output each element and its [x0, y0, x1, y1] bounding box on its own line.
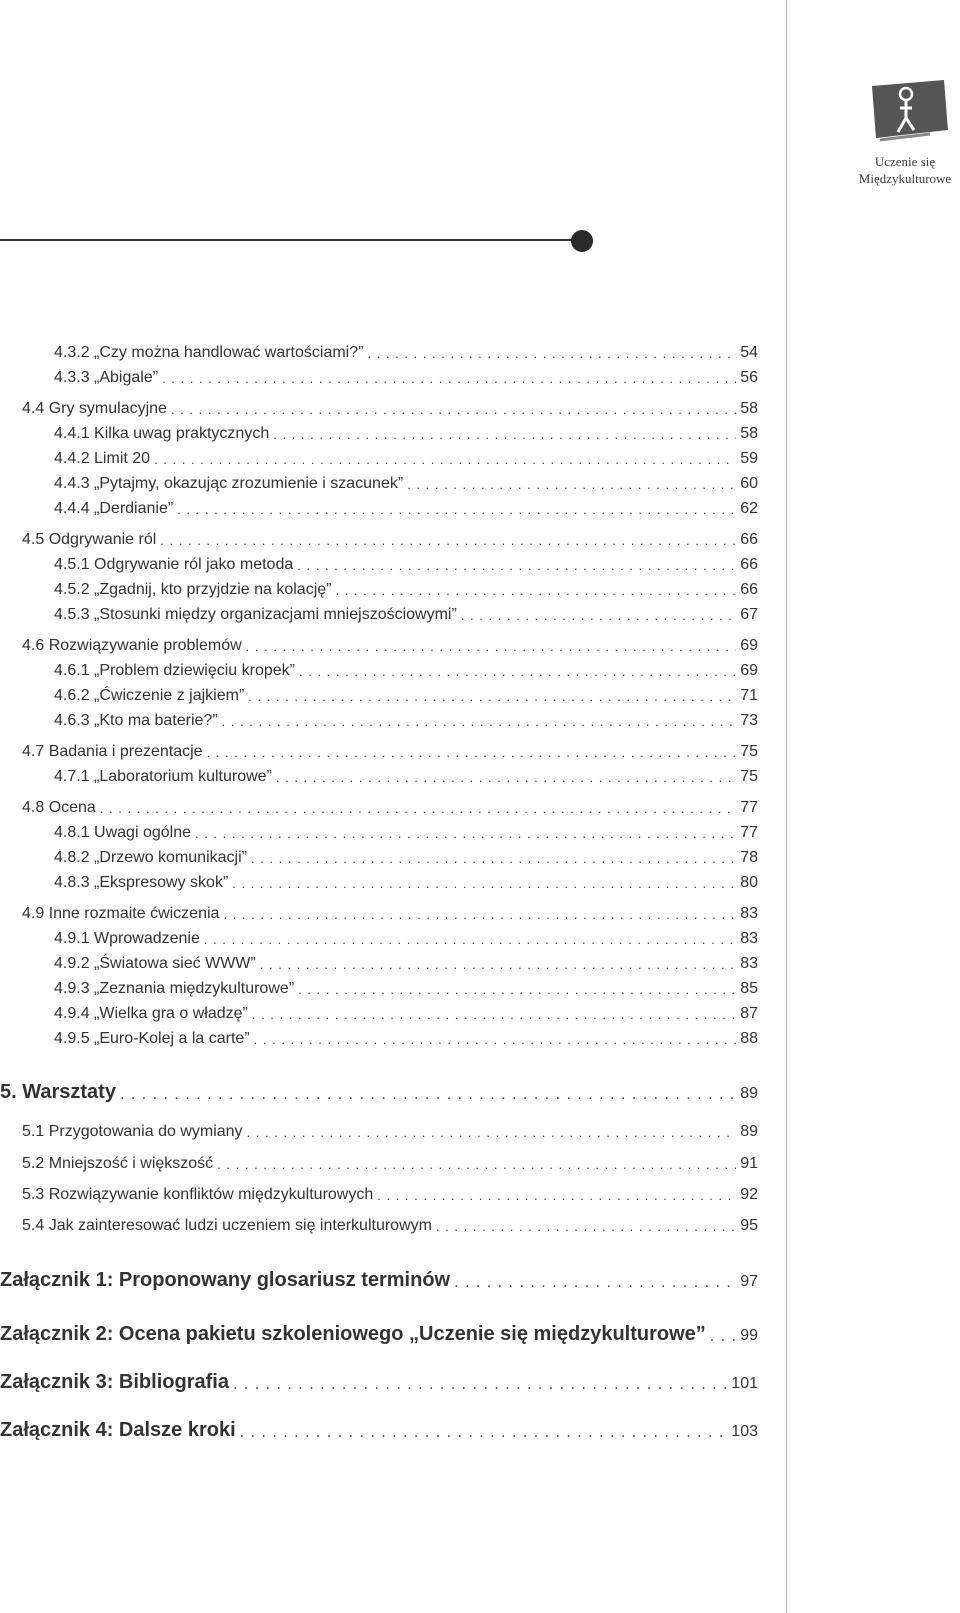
- brand-line-1: Uczenie się: [874, 154, 936, 169]
- toc-entry[interactable]: [0, 871, 758, 893]
- toc-page-number: 73: [740, 712, 758, 729]
- brand-line-2: Międzykulturowe: [858, 171, 952, 186]
- toc-leader-dots: [377, 1187, 736, 1205]
- toc-page-number: 58: [740, 425, 758, 442]
- toc-entry-title: Załącznik 1: Proponowany glosariusz terminów: [0, 1269, 451, 1291]
- toc-leader-dots: [436, 1218, 736, 1236]
- toc-page-number: 80: [740, 874, 758, 891]
- toc-page-number: 92: [740, 1186, 758, 1203]
- toc-entry-title: 5.1 Przygotowania do wymiany: [22, 1123, 243, 1140]
- toc-entry-title: 4.9 Inne rozmaite ćwiczenia: [22, 905, 220, 922]
- toc-page-number: 89: [740, 1123, 758, 1140]
- toc-leader-dots: [195, 825, 736, 843]
- toc-entry[interactable]: [0, 366, 758, 388]
- toc-leader-dots: [710, 1328, 736, 1346]
- toc-leader-dots: [461, 607, 736, 625]
- toc-page-number: 88: [740, 1030, 758, 1047]
- toc-entry-title: 4.9.5 „Euro-Kolej a la carte”: [54, 1030, 250, 1047]
- toc-page-number: 77: [740, 824, 758, 841]
- toc-page-number: 101: [731, 1375, 758, 1392]
- toc-page-number: 66: [740, 556, 758, 573]
- toc-page-number: 75: [740, 743, 758, 760]
- toc-leader-dots: [299, 663, 736, 681]
- toc-entry[interactable]: [0, 1027, 758, 1049]
- toc-entry[interactable]: [0, 1183, 758, 1205]
- toc-page-number: 99: [740, 1327, 758, 1344]
- toc-page-number: 87: [740, 1005, 758, 1022]
- toc-entry[interactable]: [0, 447, 758, 469]
- toc-leader-dots: [273, 426, 736, 444]
- toc-entry-title: 4.4.2 Limit 20: [54, 450, 151, 467]
- logo-icon: [870, 78, 950, 144]
- toc-page-number: 54: [740, 344, 758, 361]
- toc-page-number: 66: [740, 531, 758, 548]
- toc-entry-title: 4.4.4 „Derdianie”: [54, 500, 174, 517]
- toc-entry[interactable]: [0, 1366, 758, 1394]
- toc-entry[interactable]: [0, 553, 758, 575]
- toc-entry[interactable]: [0, 659, 758, 681]
- toc-page-number: 91: [740, 1155, 758, 1172]
- toc-leader-dots: [120, 1086, 736, 1104]
- toc-page-number: 77: [740, 799, 758, 816]
- toc-entry-title: 4.5.1 Odgrywanie ról jako metoda: [54, 556, 294, 573]
- page-margin-line: [786, 0, 787, 1613]
- toc-entry[interactable]: [0, 1076, 758, 1104]
- toc-entry-title: 4.5.3 „Stosunki między organizacjami mniejszościowymi”: [54, 606, 457, 623]
- toc-page-number: 97: [740, 1273, 758, 1290]
- toc-entry-title: Załącznik 3: Bibliografia: [0, 1371, 229, 1393]
- toc-leader-dots: [177, 501, 736, 519]
- toc-page-number: 75: [740, 768, 758, 785]
- toc-entry[interactable]: [0, 341, 758, 363]
- toc-entry[interactable]: [0, 1152, 758, 1174]
- toc-entry[interactable]: [0, 528, 758, 550]
- toc-entry-title: 4.9.2 „Światowa sieć WWW”: [54, 955, 256, 972]
- header-rule: [0, 239, 580, 241]
- toc-page-number: 69: [740, 662, 758, 679]
- toc-entry[interactable]: [0, 472, 758, 494]
- toc-leader-dots: [162, 370, 736, 388]
- toc-entry-title: 4.8 Ocena: [22, 799, 96, 816]
- toc-entry[interactable]: [0, 846, 758, 868]
- toc-page-number: 83: [740, 955, 758, 972]
- toc-entry-title: 4.5.2 „Zgadnij, kto przyjdzie na kolację”: [54, 581, 332, 598]
- toc-leader-dots: [247, 1124, 737, 1142]
- toc-leader-dots: [260, 956, 736, 974]
- toc-page-number: 59: [740, 450, 758, 467]
- toc-entry[interactable]: [0, 765, 758, 787]
- toc-entry-title: 4.3.2 „Czy można handlować wartościami?”: [54, 344, 364, 361]
- toc-leader-dots: [248, 688, 736, 706]
- toc-entry[interactable]: [0, 1002, 758, 1024]
- toc-entry-title: 5. Warsztaty: [0, 1081, 116, 1103]
- toc-leader-dots: [207, 744, 737, 762]
- toc-page-number: 85: [740, 980, 758, 997]
- toc-leader-dots: [367, 345, 736, 363]
- toc-page-number: 66: [740, 581, 758, 598]
- toc-entry[interactable]: [0, 497, 758, 519]
- toc-entry-title: 4.9.3 „Zeznania międzykulturowe”: [54, 980, 295, 997]
- toc-entry-title: 4.4 Gry symulacyjne: [22, 400, 167, 417]
- toc-entry-title: 4.6.1 „Problem dziewięciu kropek”: [54, 662, 295, 679]
- toc-page-number: 60: [740, 475, 758, 492]
- toc-entry[interactable]: [0, 1264, 758, 1292]
- toc-leader-dots: [276, 769, 736, 787]
- toc-page-number: 67: [740, 606, 758, 623]
- toc-entry-title: 4.8.3 „Ekspresowy skok”: [54, 874, 229, 891]
- toc-entry[interactable]: [0, 1214, 758, 1236]
- toc-entry-title: 4.4.1 Kilka uwag praktycznych: [54, 425, 270, 442]
- toc-entry[interactable]: [0, 1120, 758, 1142]
- toc-leader-dots: [254, 1031, 737, 1049]
- toc-leader-dots: [298, 981, 736, 999]
- toc-entry-title: 4.4.3 „Pytajmy, okazując zrozumienie i szacunek”: [54, 475, 404, 492]
- toc-entry-title: Załącznik 4: Dalsze kroki: [0, 1419, 236, 1441]
- header-rule-dot: [571, 230, 593, 252]
- toc-entry[interactable]: [0, 796, 758, 818]
- toc-leader-dots: [407, 476, 736, 494]
- toc-entry[interactable]: [0, 709, 758, 731]
- toc-page-number: 89: [740, 1085, 758, 1102]
- toc-page-number: 78: [740, 849, 758, 866]
- toc-leader-dots: [252, 1006, 736, 1024]
- toc-entry-title: 4.9.4 „Wielka gra o władzę”: [54, 1005, 248, 1022]
- toc-entry-title: 4.8.2 „Drzewo komunikacji”: [54, 849, 247, 866]
- toc-page-number: 83: [740, 930, 758, 947]
- toc-entry-title: 4.6.2 „Ćwiczenie z jajkiem”: [54, 687, 245, 704]
- toc-leader-dots: [233, 1376, 727, 1394]
- toc-entry-title: Załącznik 2: Ocena pakietu szkoleniowego „Uczenie się międzykulturowe”: [0, 1323, 706, 1345]
- toc-entry-title: 5.2 Mniejszość i większość: [22, 1155, 214, 1172]
- toc-entry[interactable]: [0, 1414, 758, 1442]
- toc-leader-dots: [454, 1274, 736, 1292]
- toc-entry-title: 4.9.1 Wprowadzenie: [54, 930, 200, 947]
- toc-entry-title: 5.3 Rozwiązywanie konfliktów międzykulturowych: [22, 1186, 374, 1203]
- toc-entry-title: 4.6.3 „Kto ma baterie?”: [54, 712, 218, 729]
- toc-entry[interactable]: [0, 740, 758, 762]
- toc-page-number: 62: [740, 500, 758, 517]
- toc-entry[interactable]: [0, 422, 758, 444]
- toc-leader-dots: [204, 931, 736, 949]
- toc-page-number: 103: [731, 1423, 758, 1440]
- toc-entry[interactable]: [0, 977, 758, 999]
- toc-entry-title: 4.3.3 „Abigale”: [54, 369, 159, 386]
- toc-page-number: 58: [740, 400, 758, 417]
- toc-entry-title: 4.7 Badania i prezentacje: [22, 743, 203, 760]
- toc-leader-dots: [154, 451, 736, 469]
- toc-entry[interactable]: [0, 902, 758, 924]
- toc-leader-dots: [100, 800, 736, 818]
- toc-leader-dots: [217, 1156, 736, 1174]
- toc-leader-dots: [335, 582, 736, 600]
- toc-page-number: 69: [740, 637, 758, 654]
- brand-text: [850, 153, 960, 187]
- toc-entry[interactable]: [0, 821, 758, 843]
- toc-entry[interactable]: [0, 634, 758, 656]
- toc-leader-dots: [246, 638, 737, 656]
- toc-page-number: 71: [740, 687, 758, 704]
- toc-page-number: 95: [740, 1217, 758, 1234]
- toc-page-number: 83: [740, 905, 758, 922]
- toc-entry[interactable]: [0, 684, 758, 706]
- toc-leader-dots: [240, 1424, 728, 1442]
- toc-entry-title: 4.7.1 „Laboratorium kulturowe”: [54, 768, 272, 785]
- toc-entry[interactable]: [0, 927, 758, 949]
- toc-leader-dots: [160, 532, 736, 550]
- toc-entry[interactable]: [0, 952, 758, 974]
- toc-entry-title: 4.6 Rozwiązywanie problemów: [22, 637, 242, 654]
- toc-entry-title: 5.4 Jak zainteresować ludzi uczeniem się interkulturowym: [22, 1217, 432, 1234]
- toc-entry[interactable]: [0, 603, 758, 625]
- toc-page-number: 56: [740, 369, 758, 386]
- toc-leader-dots: [297, 557, 736, 575]
- toc-leader-dots: [171, 401, 736, 419]
- toc-leader-dots: [232, 875, 736, 893]
- toc-entry[interactable]: [0, 578, 758, 600]
- toc-entry-title: 4.8.1 Uwagi ogólne: [54, 824, 191, 841]
- toc-entry[interactable]: [0, 397, 758, 419]
- toc-leader-dots: [223, 906, 736, 924]
- toc-entry[interactable]: [0, 1318, 758, 1346]
- toc-entry-title: 4.5 Odgrywanie ról: [22, 531, 157, 548]
- toc-leader-dots: [251, 850, 736, 868]
- toc-leader-dots: [222, 713, 737, 731]
